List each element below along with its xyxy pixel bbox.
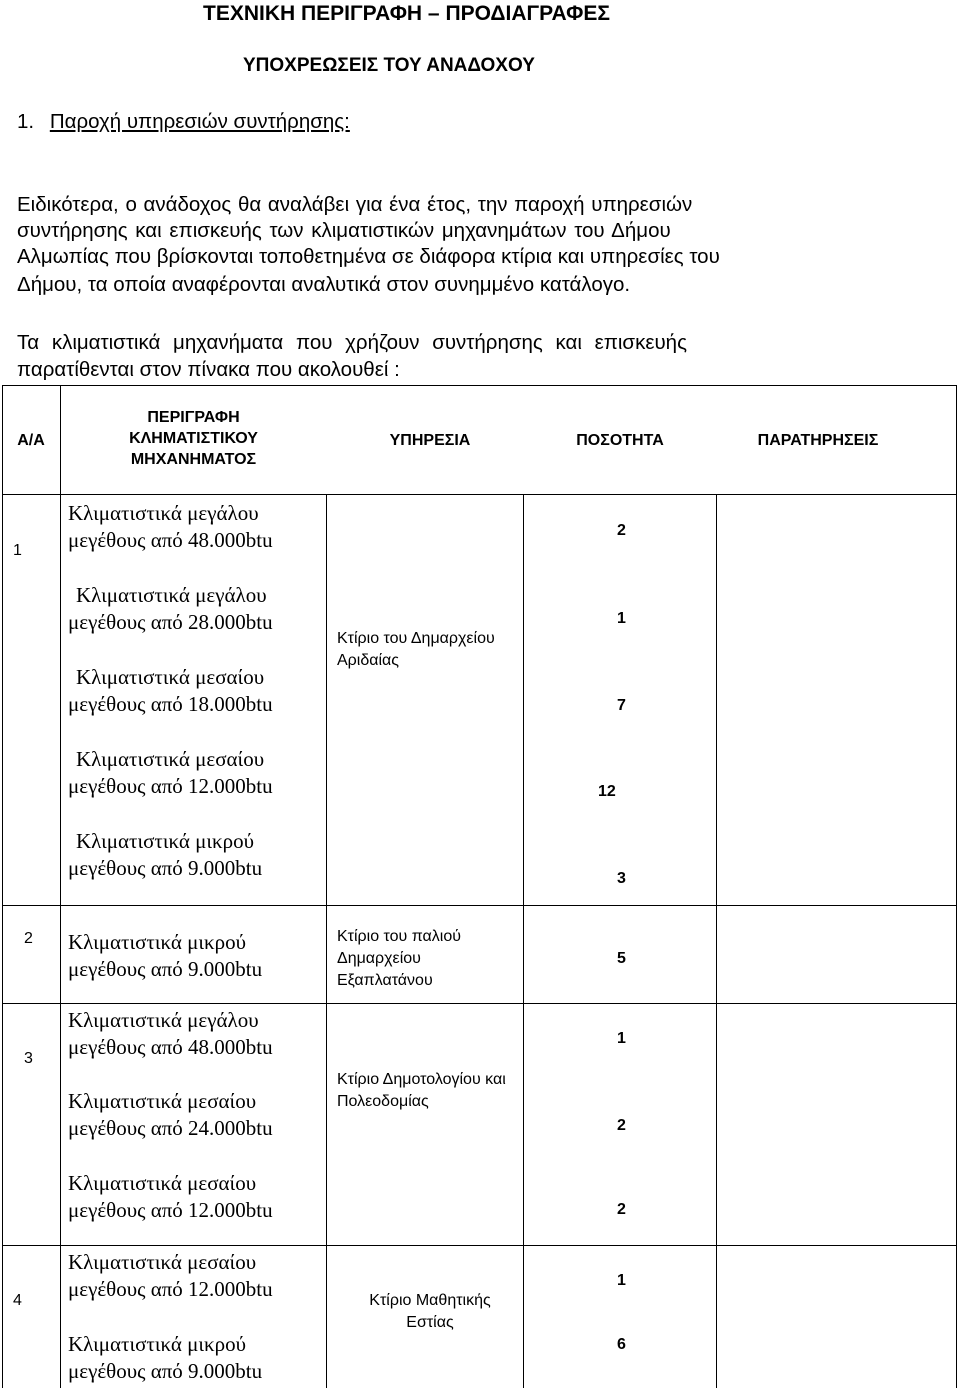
row-aa-3: 3 [24, 1050, 33, 1067]
quantity-value: 6 [617, 1336, 626, 1353]
item-description-line-1: Κλιματιστικά μεσαίου [76, 747, 265, 771]
item-description-line-2: μεγέθους από 9.000btu [68, 957, 263, 981]
section-heading [17, 110, 350, 134]
row-aa-1: 1 [13, 542, 22, 559]
item-description-line-2: μεγέθους από 24.000btu [68, 1116, 273, 1140]
table-row-divider-1 [2, 905, 957, 906]
paragraph-1-line-2: συντήρησης και επισκευής των κλιματιστικών μηχανημάτων του Δήμου [17, 219, 671, 242]
table-col-divider-4 [716, 495, 717, 1388]
item-description-line-2: μεγέθους από 12.000btu [68, 1198, 273, 1222]
item-description-line-2: μεγέθους από 28.000btu [68, 610, 273, 634]
table-border-left [2, 385, 3, 1388]
item-description-line-1: Κλιματιστικά μικρού [68, 1332, 247, 1356]
item-description-line-2: μεγέθους από 48.000btu [68, 528, 273, 552]
item-description-line-1: Κλιματιστικά μικρού [76, 829, 255, 853]
item-description [68, 1249, 273, 1303]
table-header-divider [2, 494, 957, 495]
quantity-value: 3 [617, 870, 626, 887]
item-description-line-1: Κλιματιστικά μεγάλου [68, 1008, 259, 1032]
item-description [68, 929, 262, 983]
service-name-line-2: Δημαρχείου [337, 950, 421, 967]
table-col-divider-3 [523, 495, 524, 1388]
service-name-line-3: Εξαπλατάνου [337, 972, 433, 989]
quantity-value: 2 [617, 522, 626, 539]
item-description-line-1: Κλιματιστικά μεσαίου [68, 1171, 257, 1195]
service-name-line-2: Πολεοδομίας [337, 1093, 429, 1110]
paragraph-1-line-3: Αλμωπίας που βρίσκονται τοποθετημένα σε διάφορα κτίρια και υπηρεσίες του [17, 245, 720, 268]
paragraph-1-line-4: Δήμου, τα οποία αναφέρονται αναλυτικά στον συνημμένο κατάλογο. [17, 273, 631, 296]
item-description-line-1: Κλιματιστικά μικρού [68, 930, 247, 954]
item-description [68, 664, 273, 718]
document-subtitle: ΥΠΟΧΡΕΩΣΕΙΣ ΤΟΥ ΑΝΑΔΟΧΟΥ [243, 55, 535, 76]
quantity-value: 1 [617, 610, 626, 627]
service-name [345, 1290, 515, 1334]
section-title: Παροχή υπηρεσιών συντήρησης: [49, 110, 350, 133]
service-name-line-1: Κτίριο του παλιού [337, 928, 461, 945]
item-description [68, 1007, 273, 1061]
row-aa-4: 4 [13, 1292, 22, 1309]
item-description-line-2: μεγέθους από 9.000btu [68, 856, 263, 880]
item-description-line-2: μεγέθους από 48.000btu [68, 1035, 273, 1059]
paragraph-1-line-1: Ειδικότερα, ο ανάδοχος θα αναλάβει για ένα έτος, την παροχή υπηρεσιών [17, 193, 693, 216]
header-service: ΥΠΗΡΕΣΙΑ [389, 432, 471, 449]
item-description [68, 828, 262, 882]
table-border-right [956, 385, 957, 1388]
service-name-line-2: Εστίας [406, 1314, 454, 1331]
service-name [337, 1069, 506, 1113]
item-description [68, 1170, 273, 1224]
header-notes: ΠΑΡΑΤΗΡΗΣΕΙΣ [757, 432, 879, 449]
service-name-line-1: Κτίριο του Δημαρχείου [337, 630, 495, 647]
header-description-line-3: ΜΗΧΑΝΗΜΑΤΟΣ [130, 451, 257, 468]
header-description [61, 407, 326, 470]
service-name-line-1: Κτίριο Δημοτολογίου και [337, 1071, 506, 1088]
service-name-line-2: Αριδαίας [337, 652, 399, 669]
quantity-value: 5 [617, 950, 626, 967]
paragraph-2-line-2: παρατίθενται στον πίνακα που ακολουθεί : [17, 358, 400, 381]
section-number: 1. [17, 110, 35, 133]
item-description-line-2: μεγέθους από 18.000btu [68, 692, 273, 716]
header-description-line-1: ΠΕΡΙΓΡΑΦΗ [147, 409, 240, 426]
item-description-line-1: Κλιματιστικά μεσαίου [76, 665, 265, 689]
table-col-divider-1 [60, 385, 61, 1388]
table-row-divider-2 [2, 1003, 957, 1004]
table-col-divider-2 [326, 495, 327, 1388]
item-description-line-2: μεγέθους από 12.000btu [68, 774, 273, 798]
item-description-line-1: Κλιματιστικά μεσαίου [68, 1089, 257, 1113]
quantity-value: 2 [617, 1117, 626, 1134]
document-title: ΤΕΧΝΙΚΗ ΠΕΡΙΓΡΑΦΗ – ΠΡΟΔΙΑΓΡΑΦΕΣ [203, 2, 610, 25]
table-row-divider-3 [2, 1245, 957, 1246]
paragraph-2-line-1: Τα κλιματιστικά μηχανήματα που χρήζουν συντήρησης και επισκευής [17, 331, 687, 354]
quantity-value: 12 [598, 783, 616, 800]
item-description [68, 1331, 262, 1385]
item-description [68, 500, 273, 554]
header-quantity: ΠΟΣΟΤΗΤΑ [576, 432, 664, 449]
quantity-value: 1 [617, 1272, 626, 1289]
service-name [337, 926, 461, 992]
item-description-line-2: μεγέθους από 12.000btu [68, 1277, 273, 1301]
item-description [68, 1088, 273, 1142]
item-description-line-2: μεγέθους από 9.000btu [68, 1359, 263, 1383]
service-name [337, 628, 495, 672]
item-description [68, 746, 273, 800]
row-aa-2: 2 [24, 930, 33, 947]
quantity-value: 1 [617, 1030, 626, 1047]
item-description [68, 582, 273, 636]
item-description-line-1: Κλιματιστικά μεγάλου [68, 501, 259, 525]
quantity-value: 2 [617, 1201, 626, 1218]
table-border-top [2, 385, 957, 386]
service-name-line-1: Κτίριο Μαθητικής [369, 1292, 491, 1309]
quantity-value: 7 [617, 697, 626, 714]
item-description-line-1: Κλιματιστικά μεγάλου [76, 583, 267, 607]
header-description-line-2: ΚΛΗΜΑΤΙΣΤΙΚΟΥ [129, 430, 258, 447]
item-description-line-1: Κλιματιστικά μεσαίου [68, 1250, 257, 1274]
header-aa: Α/Α [17, 432, 45, 449]
